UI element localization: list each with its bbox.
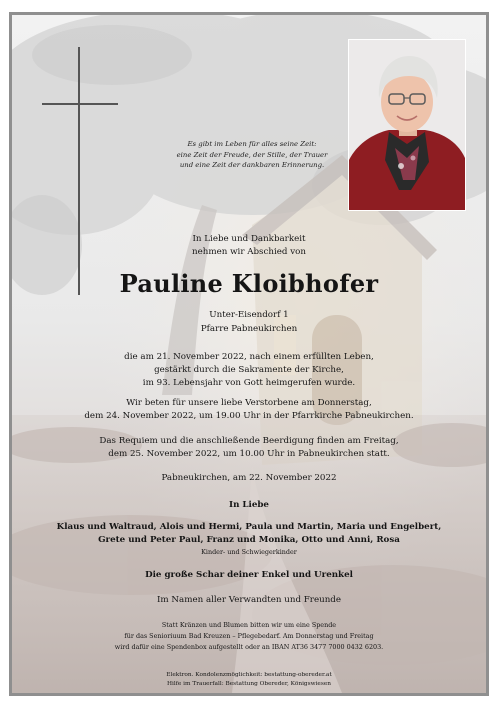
quote-line: Es gibt im Leben für alles seine Zeit: <box>187 140 317 148</box>
intro-line: nehmen wir Abschied von <box>192 247 306 257</box>
intro-line: In Liebe und Dankbarkeit <box>192 234 306 244</box>
funeral-line: Das Requiem und die anschließende Beerdigung finden am Freitag, <box>99 436 399 446</box>
children-caption: Kinder- und Schwiegerkinder <box>201 548 297 556</box>
funeral-line: dem 25. November 2022, um 10.00 Uhr in Pabneukirchen statt. <box>108 449 390 459</box>
grandchildren-line: Die große Schar deiner Enkel und Urenkel <box>145 570 353 580</box>
footer-line: Hilfe im Trauerfall: Bestattung Obereder, Königswiesen <box>166 681 332 687</box>
death-notice-line: die am 21. November 2022, nach einem erfüllten Leben, <box>124 352 374 362</box>
donation-line: wird dafür eine Spendenbox aufgestellt oder an IBAN AT36 3477 7000 0432 6203. <box>114 643 384 651</box>
relatives-line: Im Namen aller Verwandten und Freunde <box>157 595 341 605</box>
donation-line: Statt Kränzen und Blumen bitten wir um eine Spende <box>161 621 337 629</box>
place-date: Pabneukirchen, am 22. November 2022 <box>161 473 337 483</box>
quote <box>162 139 342 171</box>
deceased-name: Pauline Kloibhofer <box>119 269 379 298</box>
donation-line: für das Senioriuum Bad Kreuzen – Pflegebedarf. Am Donnerstag und Freitag <box>124 632 374 640</box>
prayer-line: Wir beten für unsere liebe Verstorbene am Donnerstag, <box>126 398 372 408</box>
address-line: Unter-Eisendorf 1 <box>209 310 289 320</box>
quote-line: eine Zeit der Freude, der Stille, der Trauer <box>176 150 328 159</box>
obituary-card <box>9 12 489 696</box>
death-notice-line: gestärkt durch die Sakramente der Kirche, <box>154 365 344 375</box>
quote-line: und eine Zeit der dankbaren Erinnerung. <box>179 161 325 169</box>
children-line: Klaus und Waltraud, Alois und Hermi, Paula und Martin, Maria und Engelbert, <box>56 522 442 532</box>
footer-line: Elektron. Kondolenzmöglichkeit: bestattung-obereder.at <box>166 672 332 678</box>
children-line: Grete und Peter Paul, Franz und Monika, Otto und Anni, Rosa <box>98 535 400 545</box>
in-love-heading: In Liebe <box>229 500 269 510</box>
address-line: Pfarre Pabneukirchen <box>200 324 298 334</box>
portrait-photo <box>348 39 466 211</box>
prayer-line: dem 24. November 2022, um 19.00 Uhr in der Pfarrkirche Pabneukirchen. <box>84 411 414 421</box>
death-notice-line: im 93. Lebensjahr von Gott heimgerufen wurde. <box>142 378 356 388</box>
